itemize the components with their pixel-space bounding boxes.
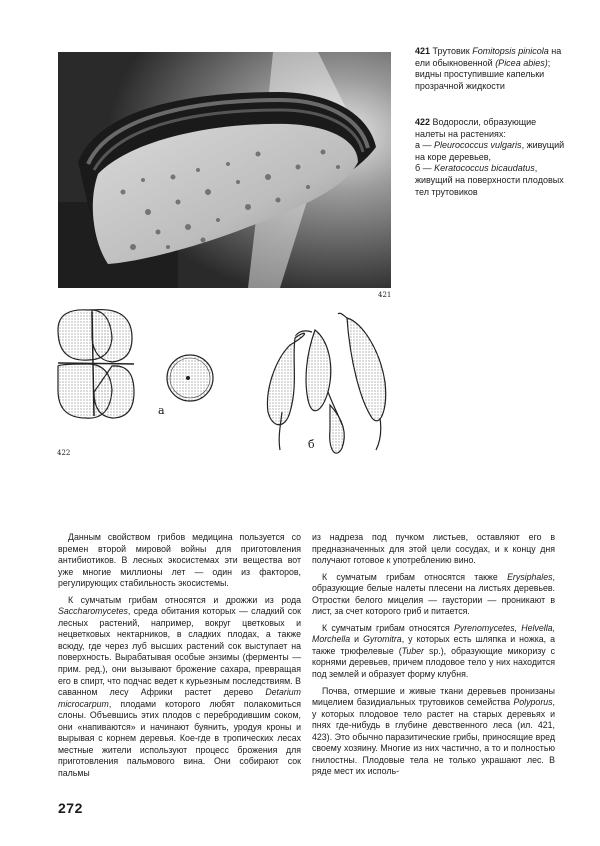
caption-421-latin-a: Fomitopsis pinicola (472, 46, 549, 56)
right-paragraph-1: из надреза под пучком листьев, оставляют его в предназначенных для этой цели сосудах, и к концу дня получают готовое к употреблению вино. (312, 532, 555, 566)
label-b: б (308, 438, 315, 451)
caption-421-text-b: на ели обыкновенной (415, 46, 562, 68)
right-p2-text-b: , образующие белые налеты плесени на листьях деревьев. Отростки белого мицелия — гаустории — проникают в лист, за счет которого гриб и питается. (312, 571, 555, 617)
right-p3-text-c: , у которых есть шляпка и ножка, а также трюфелевые ( (312, 634, 555, 656)
right-p3-text-a: К сумчатым грибам относятся (322, 622, 454, 633)
pleurococcus-colony (58, 310, 134, 419)
fungus-photo (58, 52, 391, 288)
figure-421-label: 421 (378, 291, 392, 299)
caption-422-intro: Водоросли, образующие налеты на растениях: (415, 117, 537, 139)
keratococcus-cells (267, 313, 385, 453)
left-p2-text-c: , плодами которого любят полакомиться слоны. Объевшись этих плодов с перебродившим соком, они «напиваются» и начинают буянить, уродуя кроны и вырывая с корнем деревья. Кое-где в тропических лесах местные жители используют процесс брожения для приготовления пальмового вина. Они собирают сок пальмы (58, 698, 301, 778)
left-column (58, 532, 301, 784)
caption-421 (415, 46, 565, 92)
caption-422-b-prefix: б — (415, 163, 435, 174)
right-p2-latin: Erysiphales (507, 571, 553, 582)
algae-illustration (50, 300, 400, 460)
caption-421-number: 421 (415, 46, 431, 56)
caption-422-a-text: , живущий на коре деревьев, (415, 140, 565, 162)
page-number: 272 (58, 800, 83, 816)
caption-422-b-text: , живущий на поверхности плодовых тел трутовиков (415, 163, 564, 197)
fungus-photo-illustration (58, 52, 391, 288)
left-p2-text-b: , среда обитания которых — сладкий сок лесных растений, например, вокруг цветковых и нецветковых нектарников, в сладких плодах, а также всюду, где через луб высших растений сок выступает на поверхность. Вырабатывая особые энзимы (ферменты — прим. ред.), они вызывают брожение сахара, превращая его в спирт, что подчас ведет к курьезным последствиям. В саванном лесу Африки растет дерево (58, 606, 301, 698)
caption-422-b-latin: Keratococcus bicaudatus (434, 163, 535, 174)
left-paragraph-1: Данным свойством грибов медицина пользуется со времен второй мировой войны для приготовления антибиотиков. В лесных экосистемах эти вещества вот уже многие миллионы лет — один из факторов, регулирующих стабильность экосистемы. (58, 532, 301, 589)
right-paragraph-4 (312, 686, 555, 778)
caption-422 (415, 117, 565, 198)
left-p2-latin: Saccharomycetes (58, 606, 128, 617)
right-p4-text-b: , у которых плодовое тело растет на старых деревьях и пнях где-нибудь в глубине девственного леса (ил. 421, 423). Это обычно паразитические грибы, приносящие вред своему хозяину. Многие из них частично, а то и полностью гнилостны. Плодовые тела не только украшают лес. В ряде мест их исполь- (312, 697, 555, 777)
pleurococcus-single-cell (167, 355, 213, 401)
right-paragraph-3 (312, 623, 555, 681)
caption-422-a-latin: Pleurococcus vulgaris (434, 140, 522, 151)
right-p4-text-a: Почва, отмершие и живые ткани деревьев пронизаны мицелием базидиальных трутовиков семейства (312, 685, 555, 708)
right-p3-text-d: sp.), образующие микоризу с корнями деревьев, причем плодовое тело у них находится под землей и образует форму клубня. (312, 645, 555, 680)
caption-421-latin-b: (Picea abies) (495, 57, 548, 68)
right-paragraph-2 (312, 572, 555, 618)
figure-422-label: 422 (57, 449, 71, 457)
left-paragraph-2 (58, 595, 301, 780)
right-p3-text-b: и (350, 634, 364, 645)
caption-422-number: 422 (415, 117, 431, 127)
caption-421-text-c: ; видны проступившие капельки прозрачной жидкости (415, 57, 551, 91)
right-p4-latin: Polyporus (513, 697, 553, 708)
right-p3-latin-2: Gyromitra (363, 634, 402, 645)
right-p3-latin-3: Tuber (401, 645, 424, 656)
right-column (312, 532, 555, 783)
label-a: а (158, 404, 165, 417)
caption-422-a-prefix: а — (415, 140, 435, 151)
left-p2-latin-2: Detarium microcarpum (58, 687, 301, 709)
right-p2-text-a: К сумчатым грибам относятся также (322, 571, 508, 582)
caption-421-text-a: Трутовик (432, 46, 473, 56)
right-p3-latin-1: Pyrenomycetes, Helvella, Morchella (312, 622, 555, 645)
left-p2-text-a: К сумчатым грибам относятся и дрожжи из рода (68, 594, 301, 605)
